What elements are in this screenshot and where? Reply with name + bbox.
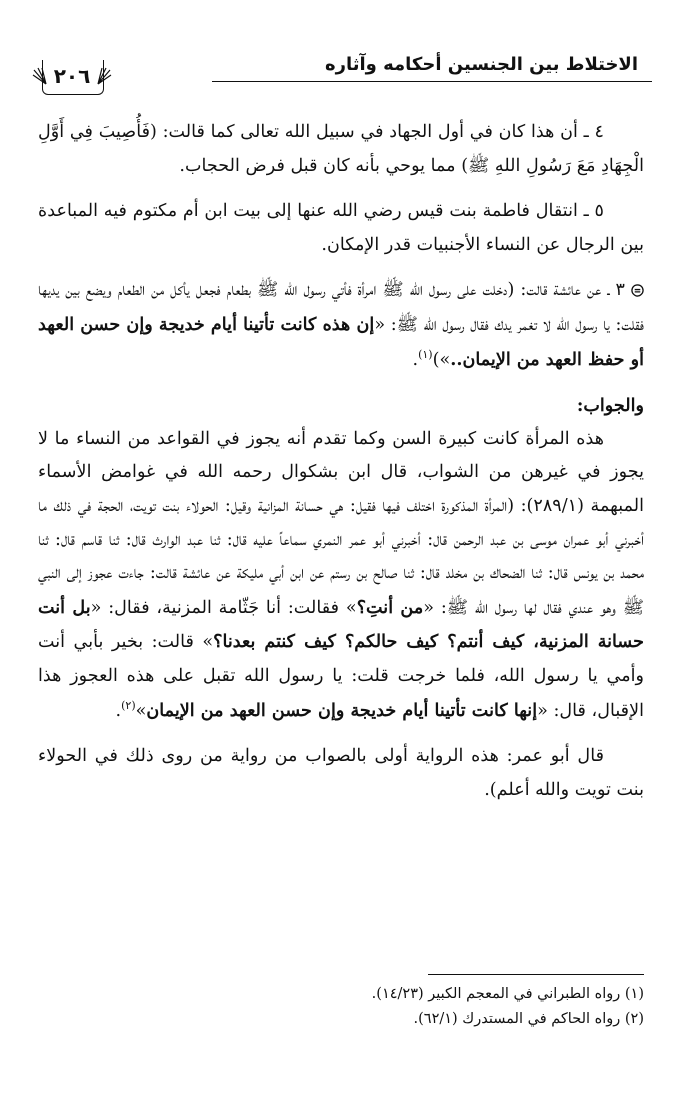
page-number: ٢٠٦ — [53, 64, 91, 88]
hadith-marker-icon — [631, 284, 644, 297]
paragraph-hadith-3: ٣ ـ عن عائشة قالت: (دخلت على رسول الله ﷺ امرأة فأتي رسول الله ﷺ بطعام فجعل يأكل من الطعام ويضع بين يديها فقلت: يا رسول الله لا تغمر يدك فقال رسول الله ﷺ: «إن هذه كانت تأتينا أيام خديجة وإن حسن العهد أو حفظ العهد من الإيمان..»)$^{(١)}$. — [38, 280, 644, 370]
hadith-3-quote: إن هذه كانت تأتينا أيام خديجة وإن حسن العهد أو حفظ العهد من الإيمان.. — [38, 313, 644, 370]
footnote-2: (٢) رواه الحاكم في المستدرك (٦٢/١). — [413, 1011, 644, 1027]
answer-text-2: » فقالت: أنا جَثّامة المزنية، فقال: « — [90, 597, 357, 618]
main-text — [38, 116, 644, 807]
answer-heading: والجواب: — [576, 395, 644, 417]
paragraph-answer-2: قال أبو عمر: هذه الرواية أولى بالصواب من رواية من روى ذلك في الحولاء بنت تويت والله أعلم). — [38, 746, 644, 800]
paragraph-point-4: ٤ ـ أن هذا كان في أول الجهاد في سبيل الله تعالى كما قالت: (فَأُصِيبَ فِي أَوَّلِ الْجِهَادِ مَعَ رَسُولِ اللهِ ﷺ) مما يوحي بأنه كان قبل فرض الحجاب. — [38, 122, 644, 176]
paragraph-answer-1: هذه المرأة كانت كبيرة السن وكما تقدم أنه يجوز في القواعد من النساء ما لا يجوز في غيرهن من الشواب، قال ابن بشكوال رحمه الله في غوامض الأسماء المبهمة (٢٨٩/١): (المرأة المذكورة اختلف فيها فقيل: هي حسانة المزانية وقيل: الحولاء بنت تويت، الحجة في ذلك ما أخبرني أبو عمران موسى بن عبد الرحمن قال: أخبرني أبو عمر النمري سماعاً عليه قال: ثنا عبد الوارث قال: ثنا قاسم قال: ثنا محمد بن يونس قال: ثنا الضحاك بن مخلد قال: ثنا صالح بن رستم عن ابن أبي مليكة عن عائشة قالت: جاءت عجوز إلى النبي ﷺ وهو عندي فقال لها رسول الله ﷺ: «من أنتِ؟» فقالت: أنا جَثّامة المزنية، فقال: «بل أنت حسانة المزنية، كيف أنتم؟ كيف حالكم؟ كيف كنتم بعدنا؟» قالت: بخير بأبي أنت وأمي يا رسول الله، فلما خرجت قلت: يا رسول الله تقبل على هذه العجوز هذا الإقبال، قال: «إنها كانت تأتينا أيام خديجة وإن حسن العهد من الإيمان»$^{(٢)}$. — [38, 428, 645, 721]
footnote-separator — [428, 974, 644, 975]
footnotes — [38, 982, 644, 1032]
answer-quote-1: من أنتِ؟ — [356, 596, 424, 618]
footnote-1: (١) رواه الطبراني في المعجم الكبير (١٤/٢٣). — [371, 986, 644, 1002]
answer-text-3: » قالت: بخير بأبي أنت وأمي يا رسول الله، فلما خرجت قلت: يا رسول الله تقبل على هذه العجوز هذا الإقبال، قال: « — [38, 632, 644, 721]
book-title: الاختلاط بين الجنسين أحكامه وآثاره — [324, 54, 638, 75]
page-number-box — [32, 60, 112, 98]
answer-quote-3: إنها كانت تأتينا أيام خديجة وإن حسن العهد من الإيمان — [146, 699, 538, 721]
hadith-3-close: ») — [432, 349, 451, 370]
footnote-ref-1: (١) — [418, 347, 433, 361]
paragraph-point-5: ٥ ـ انتقال فاطمة بنت قيس رضي الله عنها إلى بيت ابن أم مكتوم فيه المباعدة بين الرجال عن النساء الأجنبيات قدر الإمكان. — [38, 201, 644, 255]
answer-quote-2: بل أنت حسانة المزنية، كيف أنتم؟ كيف حالكم؟ كيف كنتم بعدنا؟ — [38, 596, 644, 653]
running-header — [32, 44, 652, 100]
header-rule — [212, 81, 652, 82]
answer-text-1: هذه المرأة كانت كبيرة السن وكما تقدم أنه يجوز في القواعد من النساء ما لا يجوز في غيرهن من الشواب، قال ابن بشكوال رحمه الله في غوامض الأسماء المبهمة (٢٨٩/١): (المرأة المذكورة اختلف فيها فقيل: هي حسانة المزانية وقيل: الحولاء بنت تويت، الحجة في ذلك ما أخبرني أبو عمران موسى بن عبد الرحمن قال: أخبرني أبو عمر النمري سماعاً عليه قال: ثنا عبد الوارث قال: ثنا قاسم قال: ثنا محمد بن يونس قال: ثنا الضحاك بن مخلد قال: ثنا صالح بن رستم عن ابن أبي مليكة عن عائشة قالت: جاءت عجوز إلى النبي ﷺ وهو عندي فقال لها رسول الله ﷺ: « — [38, 428, 645, 618]
answer-close: » — [135, 700, 147, 721]
ornament-right-icon — [96, 66, 112, 86]
footnote-ref-2: (٢) — [121, 698, 136, 712]
hadith-3-text: ٣ ـ عن عائشة قالت: (دخلت على رسول الله ﷺ امرأة فأتي رسول الله ﷺ بطعام فجعل يأكل من الطعام ويضع بين يديها فقلت: يا رسول الله لا تغمر يدك فقال رسول الله ﷺ: « — [38, 280, 644, 335]
